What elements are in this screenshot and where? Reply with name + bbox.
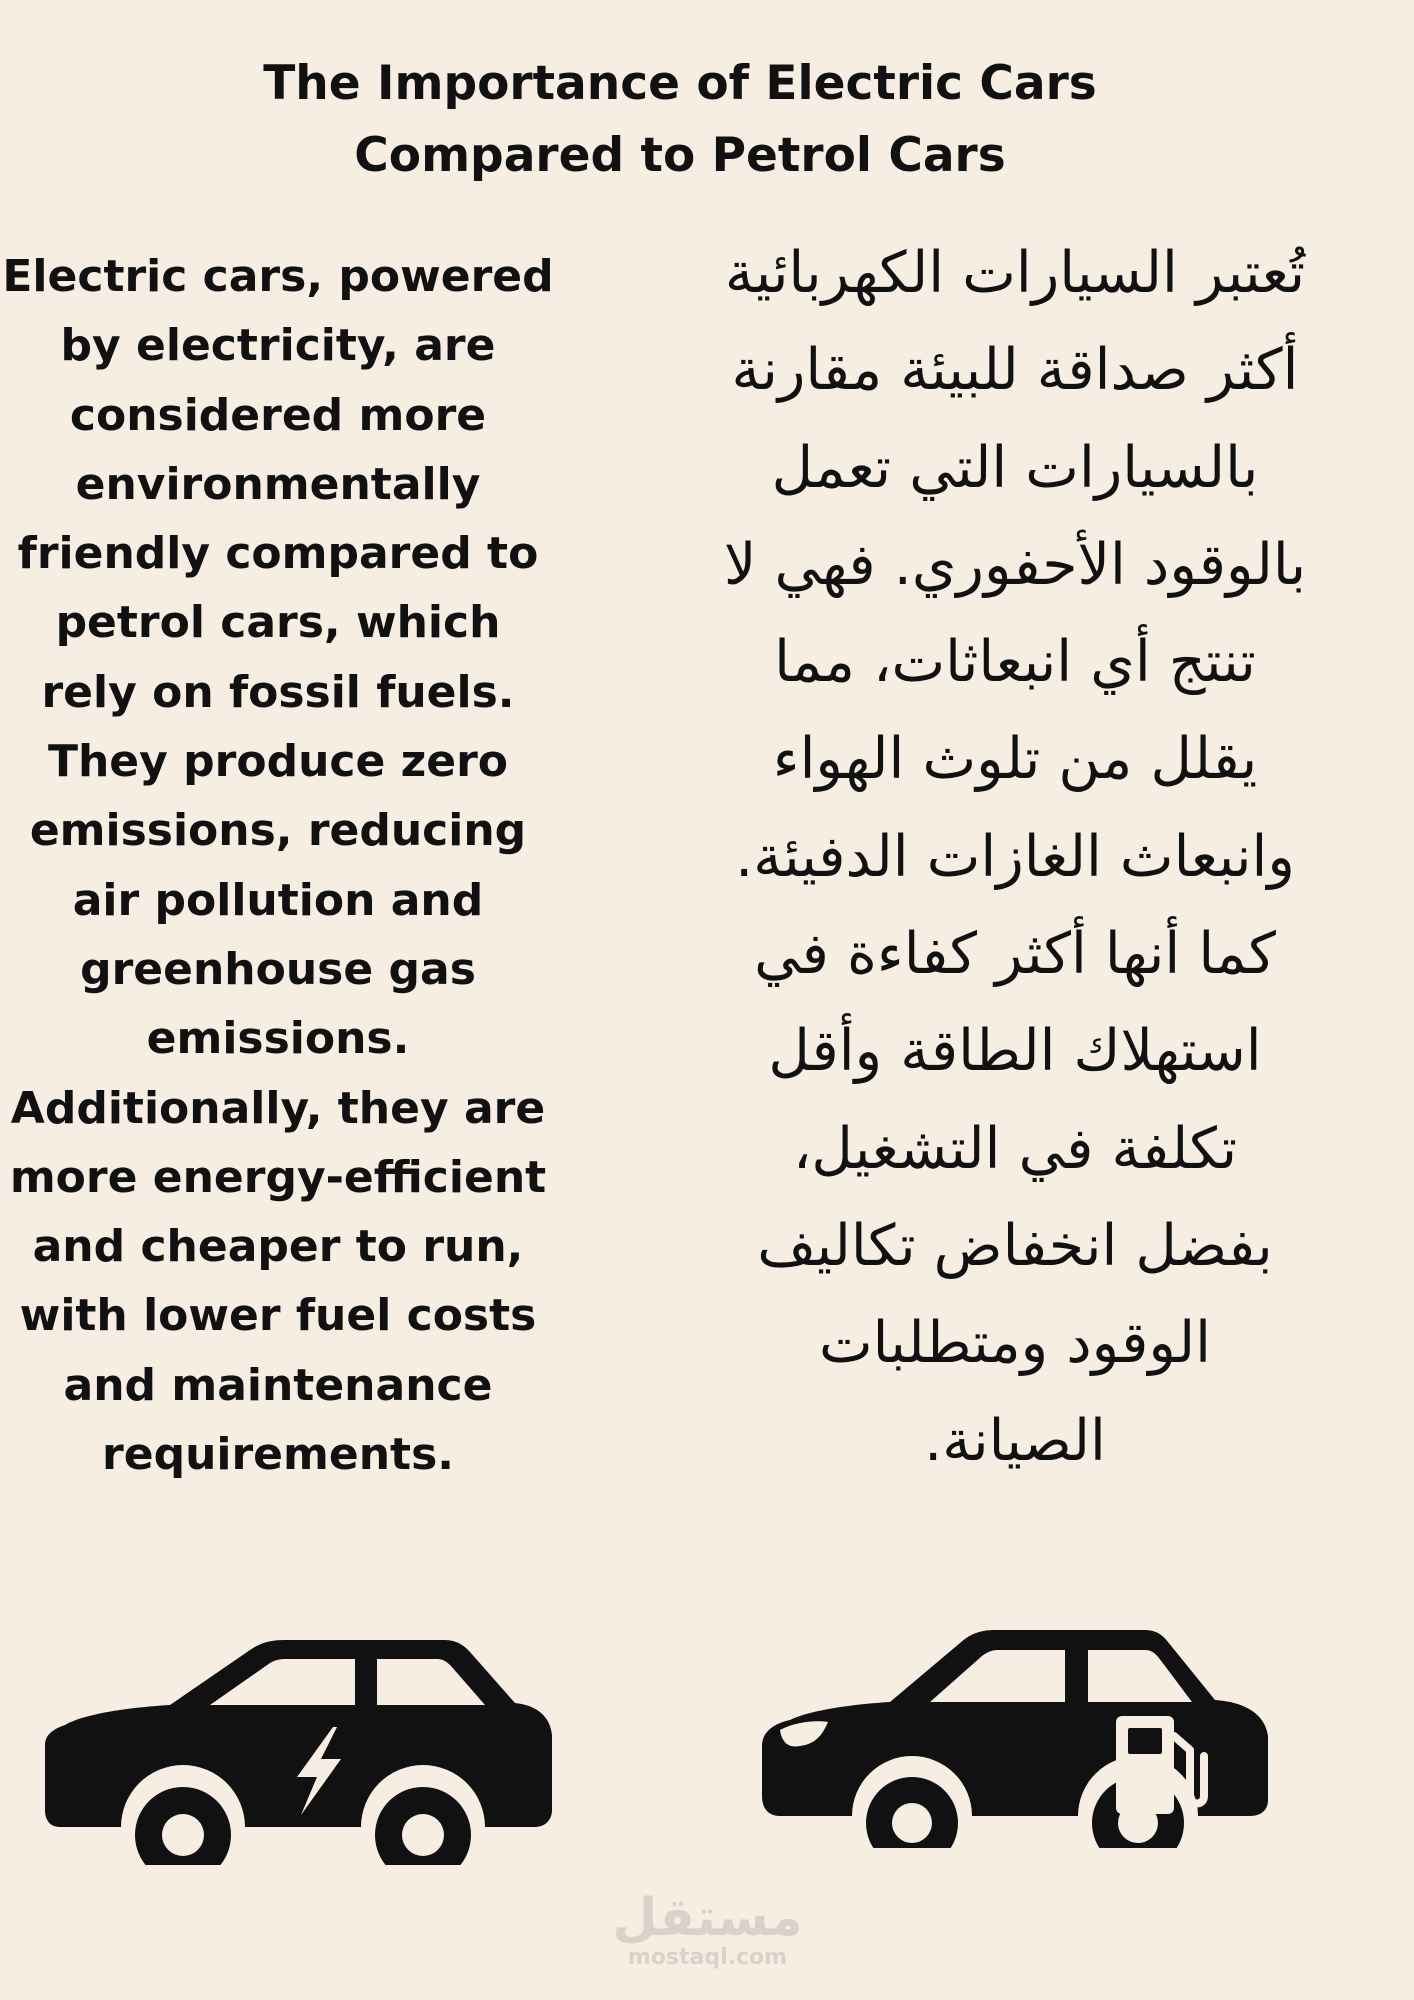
english-paragraph: [0, 242, 556, 1489]
title-line-1: The Importance of Electric Cars: [263, 56, 1097, 111]
arabic-line: أكثر صداقة للبيئة مقارنة: [731, 337, 1299, 404]
english-line: petrol cars, which: [55, 597, 501, 649]
english-line: Additionally, they are: [10, 1082, 546, 1134]
arabic-line: تُعتبر السيارات الكهربائية: [724, 240, 1306, 306]
english-line: emissions, reducing: [29, 805, 527, 857]
english-line: and cheaper to run,: [32, 1221, 524, 1273]
title-line-2: Compared to Petrol Cars: [354, 128, 1006, 183]
watermark-latin: mostaql.com: [627, 1945, 788, 1970]
arabic-line: تكلفة في التشغيل،: [792, 1115, 1238, 1182]
arabic-line: بالوقود الأحفوري. فهي لا: [723, 531, 1307, 598]
arabic-line: يقلل من تلوث الهواء: [772, 726, 1258, 793]
english-line: emissions.: [146, 1013, 410, 1065]
arabic-line: وانبعاث الغازات الدفيئة.: [735, 823, 1295, 890]
english-line: more energy-efficient: [9, 1151, 547, 1203]
english-line: considered more: [69, 389, 487, 441]
english-line: requirements.: [102, 1429, 454, 1481]
arabic-line: بفضل انخفاض تكاليف: [757, 1212, 1273, 1279]
arabic-line: بالسيارات التي تعمل: [771, 434, 1259, 501]
watermark-arabic: مستقل: [612, 1888, 803, 1948]
arabic-paragraph: [650, 225, 1380, 1490]
arabic-line: تنتج أي انبعاثات، مما: [774, 629, 1256, 696]
english-line: rely on fossil fuels.: [41, 666, 515, 718]
electric-car-icon: [45, 1635, 555, 1865]
page-title: [160, 48, 1200, 192]
arabic-line: الوقود ومتطلبات: [819, 1310, 1211, 1377]
english-line: They produce zero: [47, 736, 509, 788]
arabic-line: كما أنها أكثر كفاءة في: [754, 921, 1276, 988]
arabic-line: الصيانة.: [924, 1407, 1106, 1474]
english-line: environmentally: [75, 458, 481, 510]
english-line: and maintenance: [63, 1359, 493, 1411]
english-line: Electric cars, powered: [2, 251, 554, 302]
arabic-line: استهلاك الطاقة وأقل: [768, 1018, 1262, 1085]
watermark: [600, 1890, 815, 1970]
english-line: friendly compared to: [17, 528, 539, 580]
english-line: air pollution and: [72, 874, 484, 926]
english-line: greenhouse gas: [80, 943, 476, 995]
english-line: with lower fuel costs: [19, 1290, 537, 1342]
petrol-car-icon: [760, 1618, 1270, 1848]
english-line: by electricity, are: [60, 320, 496, 372]
